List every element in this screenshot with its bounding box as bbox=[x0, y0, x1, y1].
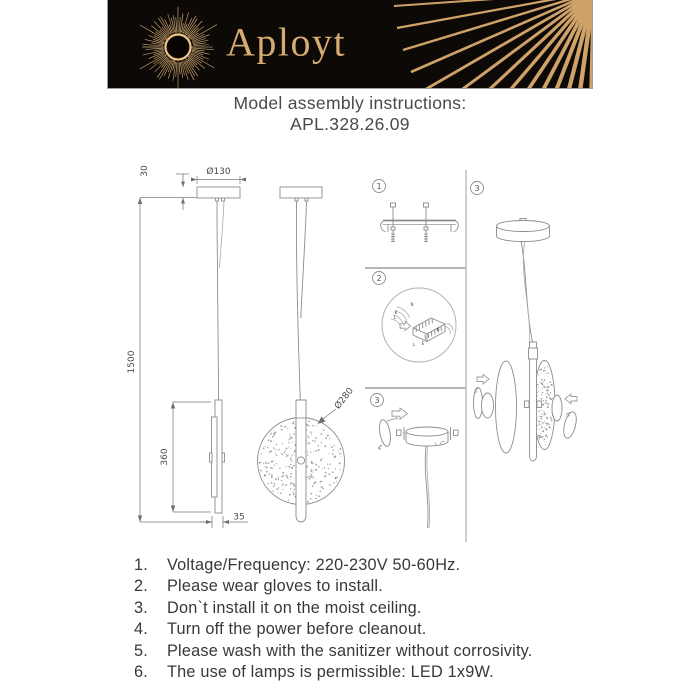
list-item bbox=[134, 576, 604, 597]
front-view-drawing bbox=[258, 187, 357, 522]
title-block bbox=[0, 93, 700, 135]
item-text: Don`t install it on the moist ceiling. bbox=[167, 598, 422, 617]
item-number: 6. bbox=[134, 663, 148, 682]
dim-bar-length: 360 bbox=[160, 448, 170, 466]
step-numbers bbox=[371, 180, 484, 407]
dim-canopy-height: 30 bbox=[140, 165, 150, 177]
brand-banner bbox=[107, 0, 593, 89]
wire-label-e: E bbox=[394, 310, 398, 315]
list-item bbox=[134, 619, 604, 640]
step-1-number: 1 bbox=[376, 181, 382, 191]
item-number: 1. bbox=[134, 556, 148, 574]
item-number: 2. bbox=[134, 577, 148, 596]
assembled-lamp-drawing bbox=[474, 219, 579, 462]
item-text: Voltage/Frequency: 220-230V 50-60Hz. bbox=[167, 556, 461, 574]
wire-label-n2: N bbox=[436, 327, 440, 332]
item-text: The use of lamps is permissible: LED 1x9W. bbox=[167, 663, 494, 682]
step-3-result-number: 3 bbox=[474, 183, 480, 193]
push-arrow-icon bbox=[565, 394, 577, 404]
wire-label-e2: E bbox=[421, 341, 425, 346]
page-title: Model assembly instructions: bbox=[233, 93, 467, 113]
list-item bbox=[134, 598, 604, 619]
list-item bbox=[134, 555, 604, 576]
dim-disc-diameter: Ø280 bbox=[333, 386, 356, 412]
step-2-wiring-drawing bbox=[382, 288, 456, 362]
dim-canopy-diameter: Ø130 bbox=[206, 167, 231, 177]
diagram-svg bbox=[120, 150, 600, 550]
item-number: 4. bbox=[134, 620, 148, 639]
push-arrow-icon bbox=[400, 321, 411, 330]
list-item bbox=[134, 641, 604, 662]
step-3-mounting-drawing bbox=[378, 408, 458, 528]
model-number: APL.328.26.09 bbox=[290, 114, 410, 134]
instruction-list bbox=[134, 555, 604, 683]
item-text: Please wear gloves to install. bbox=[167, 577, 383, 596]
wire-label-l: L bbox=[393, 315, 397, 320]
brand-name: Aployt bbox=[226, 19, 347, 65]
push-arrow-icon bbox=[392, 408, 408, 419]
wire-label-n: N bbox=[410, 302, 414, 307]
wire-label-l2: L bbox=[412, 342, 416, 347]
step-2-number: 2 bbox=[376, 273, 382, 283]
technical-diagram bbox=[120, 150, 600, 550]
side-view-drawing bbox=[127, 165, 248, 528]
step-1-bracket-drawing bbox=[381, 203, 459, 242]
push-arrow-icon bbox=[477, 374, 489, 384]
item-number: 3. bbox=[134, 598, 148, 617]
list-item bbox=[134, 662, 604, 683]
item-text: Turn off the power before cleanout. bbox=[167, 620, 427, 639]
ray-fan-decoration bbox=[108, 0, 593, 89]
item-number: 5. bbox=[134, 641, 148, 660]
step-3-number: 3 bbox=[374, 395, 380, 405]
dim-total-height: 1500 bbox=[127, 350, 137, 374]
item-text: Please wash with the sanitizer without corrosivity. bbox=[167, 641, 533, 660]
dim-bar-width: 35 bbox=[233, 512, 245, 523]
